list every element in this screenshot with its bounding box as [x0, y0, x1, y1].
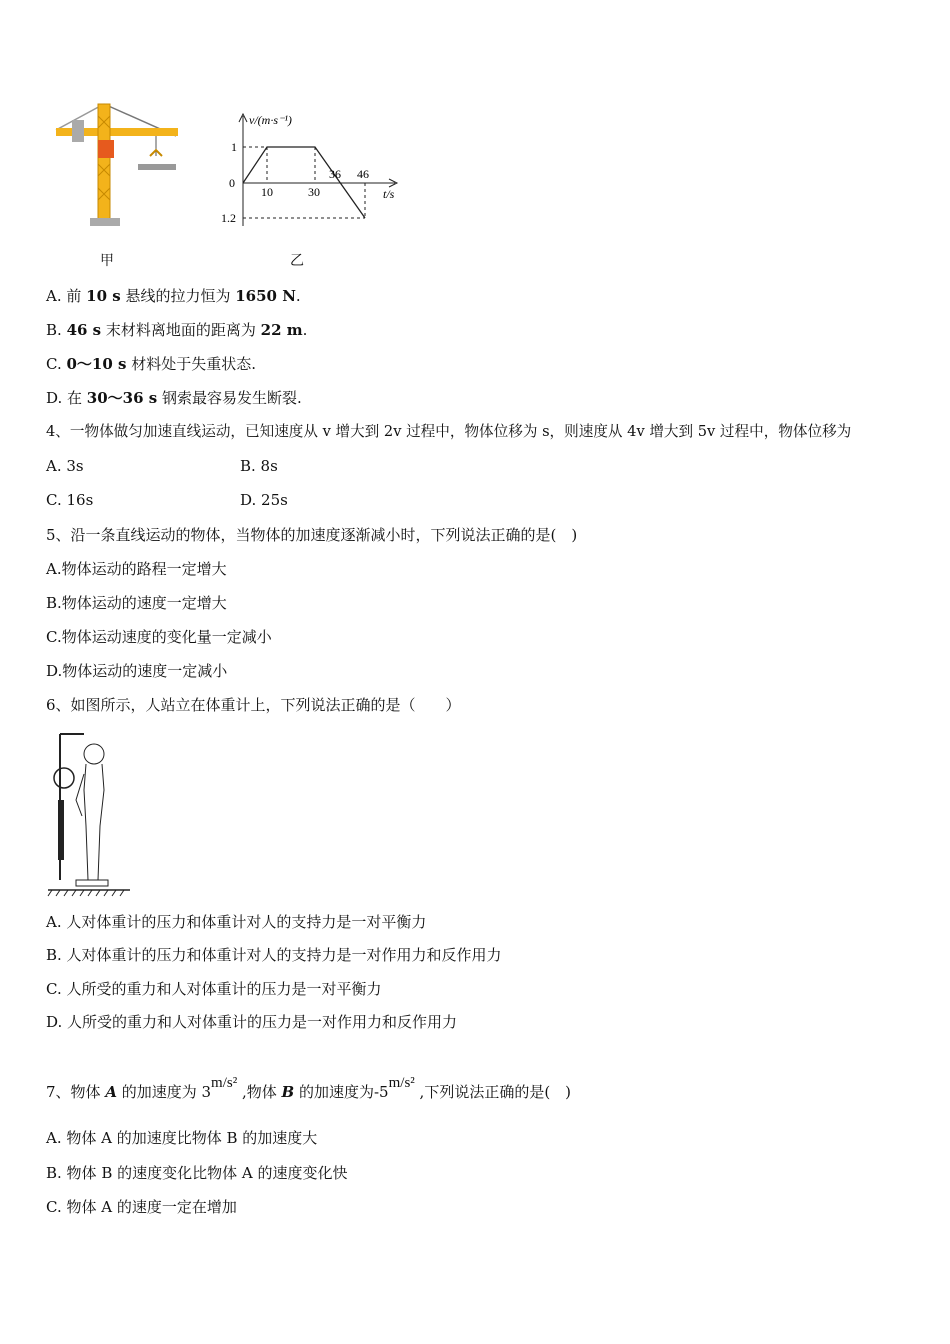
- graph-ylabel: v/(m·s⁻¹): [249, 113, 292, 127]
- q6-stem: 6、如图所示，人站立在体重计上，下列说法正确的是（ ）: [46, 696, 461, 714]
- scale-person-figure: [46, 730, 132, 898]
- q7-option-b: B. 物体 B 的速度变化比物体 A 的速度变化快: [46, 1164, 348, 1182]
- q5-stem: 5、沿一条直线运动的物体，当物体的加速度逐渐减小时，下列说法正确的是( ): [46, 526, 578, 544]
- crane-caption: 甲: [100, 253, 114, 269]
- q5-option-a: A.物体运动的路程一定增大: [46, 560, 227, 578]
- q7-stem: 7、物体 A 的加速度为 3m/s² ,物体 B 的加速度为-5m/s² ,下列说法正确的是( ): [46, 1075, 572, 1101]
- q3-option-a: A. 前 10 s 悬线的拉力恒为 1650 N.: [46, 287, 301, 305]
- q7-option-a: A. 物体 A 的加速度比物体 B 的加速度大: [46, 1129, 318, 1147]
- graph-xtick: 36: [329, 167, 341, 181]
- q3-option-b: B. 46 s 末材料离地面的距离为 22 m.: [46, 321, 308, 339]
- graph-caption: 乙: [290, 253, 304, 269]
- q7-option-c: C. 物体 A 的速度一定在增加: [46, 1198, 237, 1216]
- q5-option-c: C.物体运动速度的变化量一定减小: [46, 628, 272, 646]
- graph-xtick: 10: [261, 185, 273, 199]
- q4-option-d: D. 25s: [240, 491, 288, 509]
- q5-option-d: D.物体运动的速度一定减小: [46, 662, 228, 680]
- graph-xtick: 46: [357, 167, 369, 181]
- q4-stem: 4、一物体做匀加速直线运动，已知速度从 v 增大到 2v 过程中，物体位移为 s，则速度从 4v 增大到 5v 过程中，物体位移为: [46, 423, 852, 440]
- q6-option-d: D. 人所受的重力和人对体重计的压力是一对作用力和反作用力: [46, 1013, 458, 1031]
- q6-option-c: C. 人所受的重力和人对体重计的压力是一对平衡力: [46, 980, 382, 998]
- graph-xtick: 30: [308, 185, 320, 199]
- q4-option-a: A. 3s: [46, 457, 84, 475]
- vt-graph: [215, 106, 415, 276]
- q6-option-a: A. 人对体重计的压力和体重计对人的支持力是一对平衡力: [46, 913, 427, 931]
- q4-option-b: B. 8s: [240, 457, 278, 475]
- q3-option-c: C. 0～10 s 材料处于失重状态.: [46, 355, 257, 373]
- crane-figure: [52, 96, 182, 231]
- graph-origin: 0: [229, 176, 235, 190]
- q6-option-b: B. 人对体重计的压力和体重计对人的支持力是一对作用力和反作用力: [46, 946, 502, 964]
- q5-option-b: B.物体运动的速度一定增大: [46, 594, 227, 612]
- graph-ytick-neg: 1.2: [221, 211, 236, 225]
- q4-option-c: C. 16s: [46, 491, 94, 509]
- graph-ytick-pos: 1: [231, 140, 237, 154]
- graph-xlabel: t/s: [383, 187, 395, 201]
- q3-option-d: D. 在 30～36 s 钢索最容易发生断裂.: [46, 389, 302, 407]
